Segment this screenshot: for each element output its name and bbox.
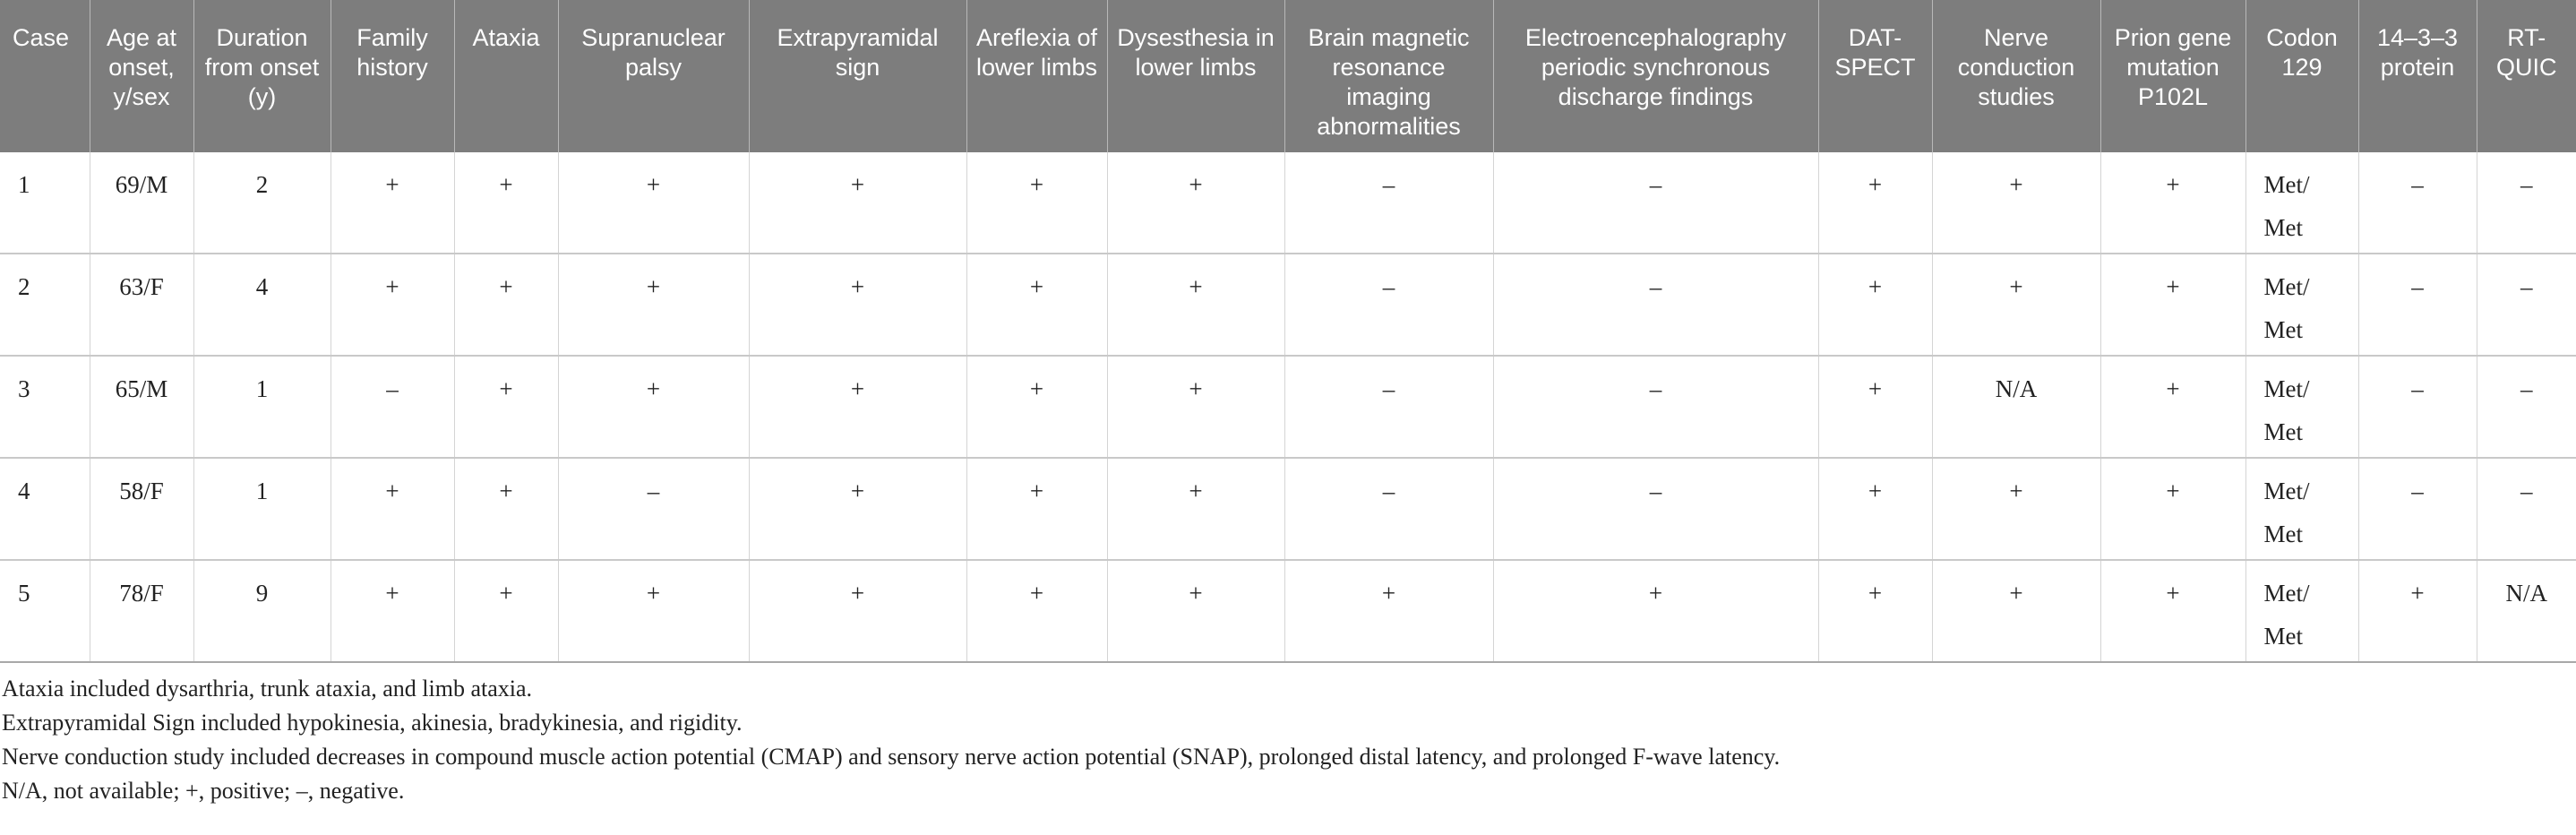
table-cell: + bbox=[331, 152, 454, 254]
table-cell: 2 bbox=[193, 152, 331, 254]
table-cell: + bbox=[454, 254, 558, 356]
table-cell: – bbox=[2358, 254, 2477, 356]
table-cell: + bbox=[966, 254, 1107, 356]
table-cell: + bbox=[2100, 458, 2245, 560]
table-cell: + bbox=[1818, 152, 1932, 254]
header-row bbox=[0, 0, 2576, 152]
table-cell: – bbox=[2358, 458, 2477, 560]
table-cell: + bbox=[2100, 254, 2245, 356]
table-cell: + bbox=[1107, 356, 1284, 458]
table-cell: Met/ Met bbox=[2245, 254, 2358, 356]
table-cell: + bbox=[454, 152, 558, 254]
header-age-sex: Age at onset, y/sex bbox=[90, 0, 193, 152]
table-cell: 2 bbox=[0, 254, 90, 356]
table-cell: + bbox=[1932, 458, 2100, 560]
table-row bbox=[0, 152, 2576, 254]
table-cell: + bbox=[749, 152, 966, 254]
header-eeg-psd: Electroencephalography periodic synchronous discharge findings bbox=[1493, 0, 1818, 152]
table-cell: + bbox=[331, 254, 454, 356]
table-cell: – bbox=[1493, 254, 1818, 356]
table-footnotes bbox=[0, 663, 2576, 808]
table-cell: + bbox=[749, 254, 966, 356]
table-cell: + bbox=[1818, 560, 1932, 662]
table-cell: + bbox=[1818, 254, 1932, 356]
table-cell: + bbox=[1818, 458, 1932, 560]
table-cell: Met/ Met bbox=[2245, 152, 2358, 254]
table-cell: 78/F bbox=[90, 560, 193, 662]
table-cell: + bbox=[454, 458, 558, 560]
table-cell: – bbox=[2358, 152, 2477, 254]
table-cell: + bbox=[331, 560, 454, 662]
table-cell: – bbox=[1284, 254, 1493, 356]
table-cell: Met/ Met bbox=[2245, 458, 2358, 560]
table-cell: + bbox=[749, 560, 966, 662]
table-cell: 5 bbox=[0, 560, 90, 662]
header-case: Case bbox=[0, 0, 90, 152]
footnote-abbreviations: N/A, not available; +, positive; –, negative. bbox=[2, 778, 405, 804]
header-rt-quic: RT-QUIC bbox=[2477, 0, 2576, 152]
header-extrapyramidal-sign: Extrapyramidal sign bbox=[749, 0, 966, 152]
table-cell: 9 bbox=[193, 560, 331, 662]
footnote-ataxia: Ataxia included dysarthria, trunk ataxia, and limb ataxia. bbox=[2, 676, 533, 702]
table-cell: + bbox=[1107, 254, 1284, 356]
footnote-nerve-conduction: Nerve conduction study included decreases in compound muscle action potential (CMAP) and sensory nerve action potential (SNAP), prolonged distal latency, and prolonged F-wave latency. bbox=[2, 744, 1781, 770]
table-cell: + bbox=[2100, 152, 2245, 254]
table-cell: + bbox=[1284, 560, 1493, 662]
table-cell: + bbox=[749, 458, 966, 560]
table-cell: – bbox=[2477, 458, 2576, 560]
table-cell: 58/F bbox=[90, 458, 193, 560]
header-brain-mri: Brain magnetic resonance imaging abnormalities bbox=[1284, 0, 1493, 152]
header-nerve-conduction: Nerve conduction studies bbox=[1932, 0, 2100, 152]
table-cell: + bbox=[1107, 152, 1284, 254]
table-cell: – bbox=[1493, 356, 1818, 458]
table-cell: – bbox=[1493, 152, 1818, 254]
header-duration: Duration from onset (y) bbox=[193, 0, 331, 152]
table-cell: 4 bbox=[0, 458, 90, 560]
table-cell: + bbox=[749, 356, 966, 458]
table-row bbox=[0, 254, 2576, 356]
table-cell: + bbox=[1493, 560, 1818, 662]
table-cell: + bbox=[1932, 560, 2100, 662]
table-cell: – bbox=[1284, 356, 1493, 458]
table-cell: + bbox=[558, 254, 749, 356]
table-cell: + bbox=[454, 356, 558, 458]
header-prion-mutation: Prion gene mutation P102L bbox=[2100, 0, 2245, 152]
table-cell: + bbox=[966, 560, 1107, 662]
table-cell: – bbox=[558, 458, 749, 560]
table-cell: 3 bbox=[0, 356, 90, 458]
table-cell: 69/M bbox=[90, 152, 193, 254]
header-family-history: Family history bbox=[331, 0, 454, 152]
header-supranuclear-palsy: Supranuclear palsy bbox=[558, 0, 749, 152]
table-cell: Met/ Met bbox=[2245, 560, 2358, 662]
table-cell: 65/M bbox=[90, 356, 193, 458]
table-cell: – bbox=[331, 356, 454, 458]
header-dysesthesia: Dysesthesia in lower limbs bbox=[1107, 0, 1284, 152]
table-cell: 4 bbox=[193, 254, 331, 356]
header-ataxia: Ataxia bbox=[454, 0, 558, 152]
table-cell: + bbox=[2100, 356, 2245, 458]
table-cell: + bbox=[2100, 560, 2245, 662]
table-row bbox=[0, 356, 2576, 458]
table-cell: – bbox=[2477, 152, 2576, 254]
table-cell: + bbox=[1818, 356, 1932, 458]
table-cell: + bbox=[558, 356, 749, 458]
footnote-extrapyramidal: Extrapyramidal Sign included hypokinesia, akinesia, bradykinesia, and rigidity. bbox=[2, 710, 743, 736]
table-row bbox=[0, 458, 2576, 560]
table-cell: 1 bbox=[193, 356, 331, 458]
table-cell: + bbox=[966, 152, 1107, 254]
table-cell: 1 bbox=[0, 152, 90, 254]
table-cell: + bbox=[331, 458, 454, 560]
table-cell: 63/F bbox=[90, 254, 193, 356]
table-cell: + bbox=[454, 560, 558, 662]
table-cell: N/A bbox=[2477, 560, 2576, 662]
table-cell: – bbox=[1284, 458, 1493, 560]
table-cell: + bbox=[1932, 152, 2100, 254]
table-cell: – bbox=[2477, 254, 2576, 356]
header-dat-spect: DAT-SPECT bbox=[1818, 0, 1932, 152]
table-cell: 1 bbox=[193, 458, 331, 560]
table-cell: + bbox=[558, 152, 749, 254]
table-cell: – bbox=[1284, 152, 1493, 254]
header-areflexia: Areflexia of lower limbs bbox=[966, 0, 1107, 152]
table-cell: + bbox=[966, 458, 1107, 560]
table-row bbox=[0, 560, 2576, 662]
table-cell: + bbox=[1932, 254, 2100, 356]
table-cell: + bbox=[1107, 560, 1284, 662]
table-cell: Met/ Met bbox=[2245, 356, 2358, 458]
table-cell: + bbox=[1107, 458, 1284, 560]
table-cell: + bbox=[966, 356, 1107, 458]
table-cell: + bbox=[558, 560, 749, 662]
table-cell: – bbox=[2358, 356, 2477, 458]
table-cell: – bbox=[2477, 356, 2576, 458]
header-14-3-3-protein: 14–3–3 protein bbox=[2358, 0, 2477, 152]
header-codon-129: Codon 129 bbox=[2245, 0, 2358, 152]
table-cell: – bbox=[1493, 458, 1818, 560]
table-cell: N/A bbox=[1932, 356, 2100, 458]
table-cell: + bbox=[2358, 560, 2477, 662]
